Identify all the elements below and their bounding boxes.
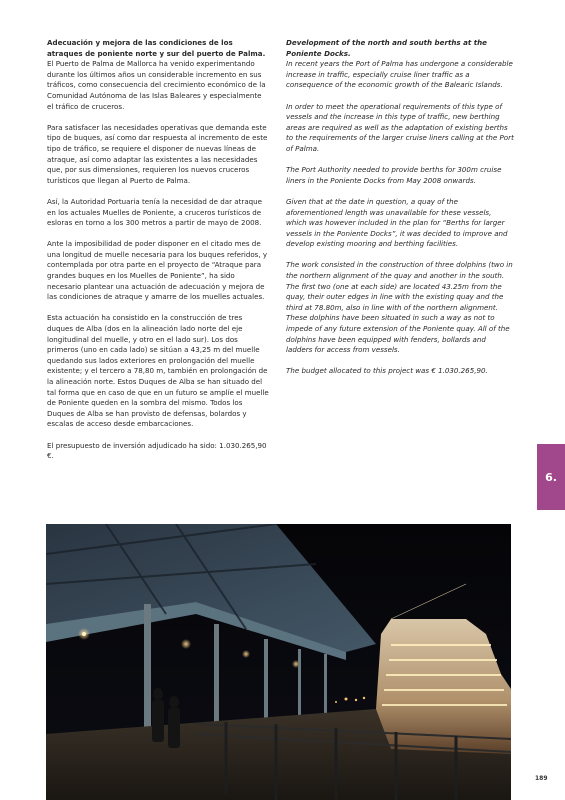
chapter-tab [537,444,565,510]
left-paragraph: El Puerto de Palma de Mallorca ha venido experimentando durante los últimos años un considerable incremento en sus tráficos, como consecuencia del crecimiento económico de la Comunidad Autónoma de las Islas Baleares y especialmente el tráfico de cruceros. [47,59,266,111]
right-paragraph: The Port Authority needed to provide berths for 300m cruise liners in the Poniente Docks from May 2008 onwards. [286,165,502,185]
left-column-spanish [47,38,269,472]
right-paragraph: Given that at the date in question, a quay of the aforementioned length was unavailable for these vessels, which was however included in the plan for “Berths for larger vessels in the Poniente Docks”, it was decided to improve and develop existing mooring and berthing facilities. [286,196,508,249]
right-column-english [286,38,514,388]
right-paragraph: The budget allocated to this project was € 1.030.265,90. [286,366,488,376]
right-paragraph: In order to meet the operational requirements of this type of vessels and the increase in this type of traffic, new berthing areas are required as well as the adaptation of existing berths to the requirements of the larger cruise liners calling at the Port of Palma. [286,101,514,153]
chapter-number: 6. [545,470,557,484]
left-heading: Adecuación y mejora de las condiciones de los atraques de poniente norte y sur del puerto de Palma. [47,38,266,58]
page-number: 189 [535,775,548,782]
right-heading: Development of the north and south berths at the Poniente Docks. [286,38,487,58]
night-cruise-terminal-photo [46,524,511,800]
left-paragraph: Así, la Autoridad Portuaria tenía la necesidad de dar atraque en los actuales Muelles de Poniente, a cruceros turísticos de esloras en torno a los 300 metros a partir de mayo de 2008. [47,196,263,228]
left-paragraph: El presupuesto de inversión adjudicado ha sido: 1.030.265,90 €. [47,440,267,461]
left-paragraph: Esta actuación ha consistido en la construcción de tres duques de Alba (dos en la alineación lado norte del eje longitudinal del muelle, y otro en el lado sur). Los dos primeros (uno en cada lado) se sitúan a 43,25 m del muelle quedando sus lados exteriores en prolongación del muelle existente; y el tercero a 78,80 m, también en prolongación de la alineación norte. Estos Duques de Alba se han situado del tal forma que en caso de que en un futuro se amplíe el muelle de Poniente queden en la sombra del mismo. Todos los Duques de Alba se han provisto de defensas, bolardos y escalas de acceso desde embarcaciones. [47,313,269,429]
left-paragraph: Para satisfacer las necesidades operativas que demanda este tipo de buques, así como dar respuesta al incremento de este tipo de tráfico, se requiere el disponer de nuevas líneas de atraque, así como adaptar las existentes a las necesidades que, por sus dimensiones, requieren los nuevos cruceros turísticos que llegan al Puerto de Palma. [47,122,268,185]
left-paragraph: Ante la imposibilidad de poder disponer en el citado mes de una longitud de muelle necesaria para los buques referidos, y contemplada por otra parte en el proyecto de “Atraque para grandes buques en los Muelles de Poniente”, ha sido necesario plantear una actuación de adecuación y mejora de las condiciones de atraque y amarre de los muelles actuales. [47,239,268,302]
right-paragraph: The work consisted in the construction of three dolphins (two in the northern alignment of the quay and another in the south. The first two (one at each side) are located 43.25m from the quay, their outer edges in line with the existing quay and the third at 78.80m, also in line with of the northern alignment. These dolphins have been situated in such a way as not to impede of any future extension of the Poniente quay. All of the dolphins have been equipped with fenders, bollards and ladders for access from vessels. [286,260,513,355]
right-paragraph: In recent years the Port of Palma has undergone a considerable increase in traffic, especially cruise liner traffic as a consequence of the economic growth of the Balearic Islands. [286,59,513,90]
